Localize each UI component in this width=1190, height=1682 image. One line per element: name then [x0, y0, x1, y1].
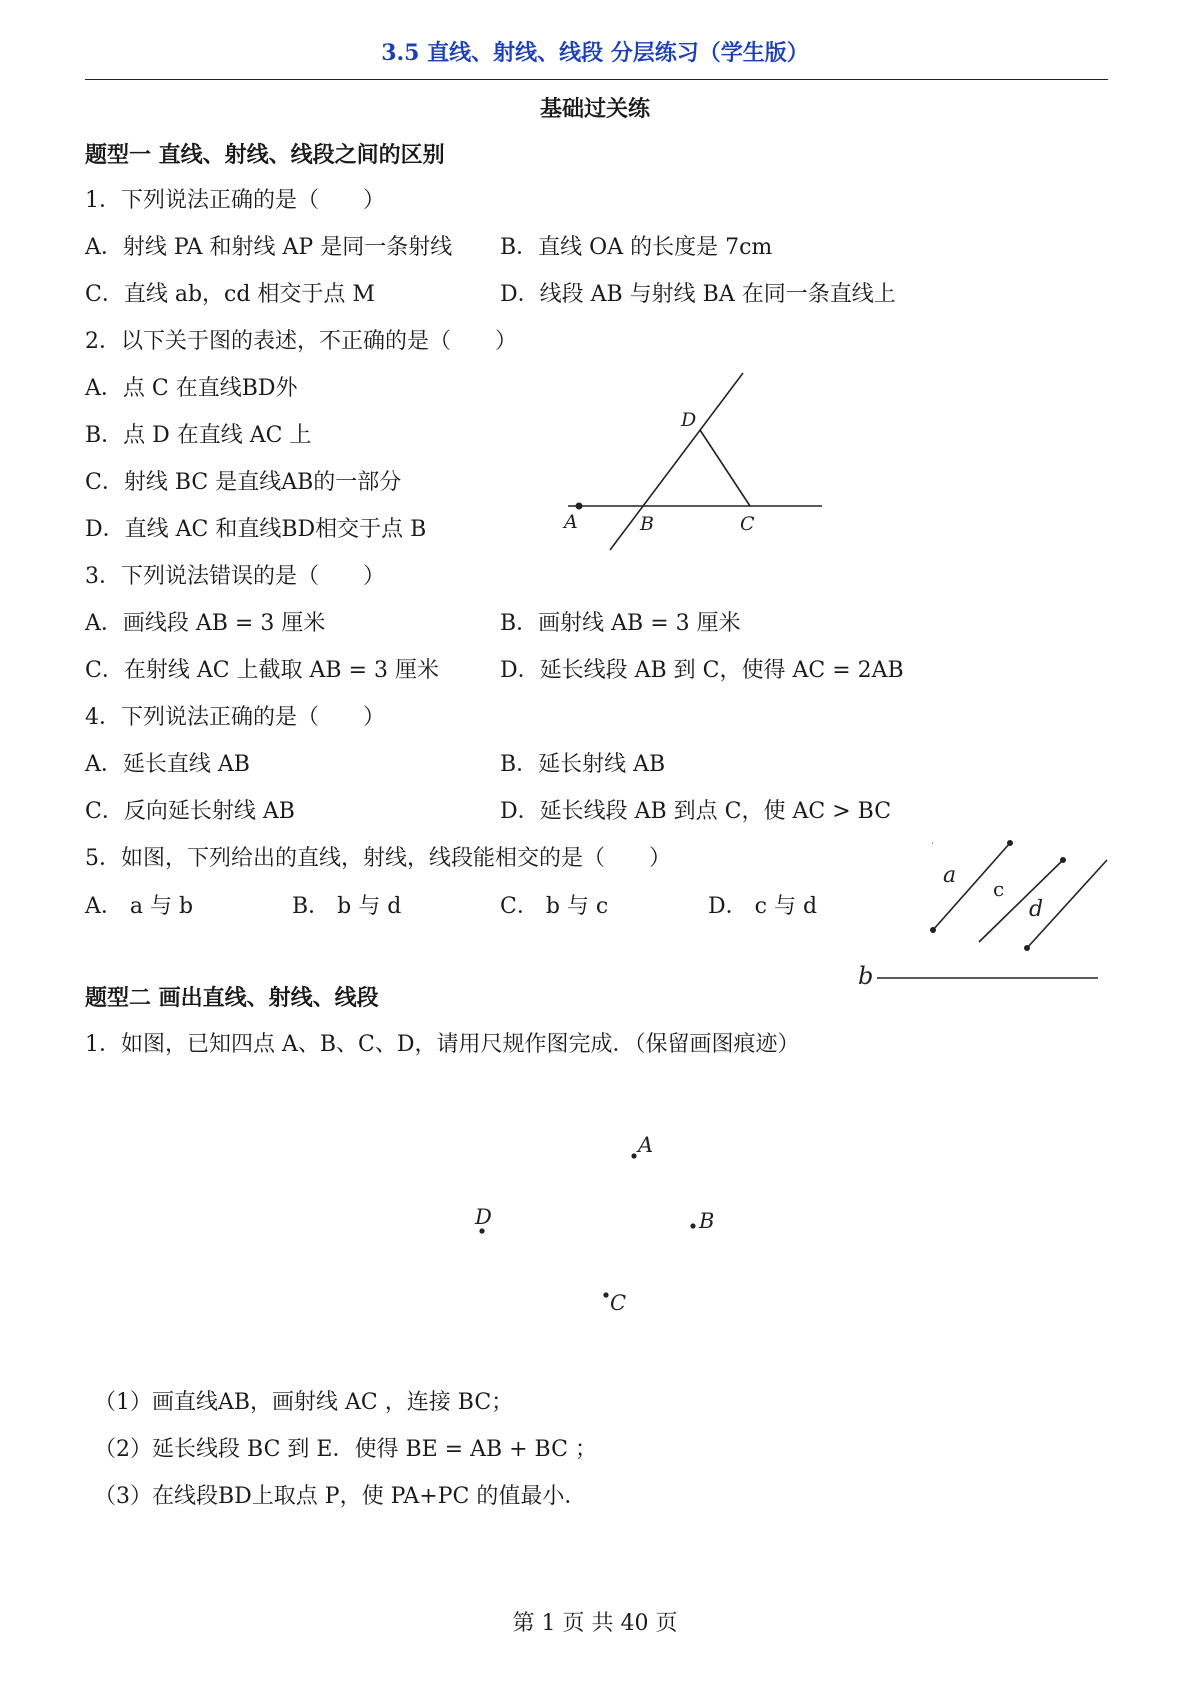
line-bd — [610, 373, 743, 550]
q4-option-a: A．延长直线 AB — [85, 752, 250, 777]
point-d — [479, 1228, 484, 1233]
q5-stem: 5．如图，下列给出的直线，射线，线段能相交的是（ ） — [85, 846, 671, 871]
label-c: c — [993, 877, 1005, 901]
q3-stem: 3．下列说法错误的是（ ） — [85, 564, 385, 589]
label-d: D — [681, 409, 697, 431]
q3-option-a: A．画线段 AB = 3 厘米 — [85, 611, 326, 636]
type2-part-1: （1）画直线AB，画射线 AC ，连接 BC； — [94, 1390, 514, 1415]
label-a: A — [564, 511, 578, 533]
ray-c — [979, 860, 1063, 942]
q2-option-c: C．射线 BC 是直线AB的一部分 — [85, 470, 402, 495]
q1-option-a: A．射线 PA 和射线 AP 是同一条射线 — [85, 235, 453, 260]
q2-figure — [560, 370, 830, 555]
type2-q1-stem: 1．如图，已知四点 A、B、C、D，请用尺规作图完成．（保留画图痕迹） — [85, 1032, 800, 1057]
q5-option-b: B． b 与 d — [292, 894, 402, 919]
q5-figure — [855, 838, 1110, 993]
label-a: a — [943, 863, 957, 888]
point-a — [576, 503, 583, 510]
label-a: A — [638, 1133, 654, 1157]
q1-option-b: B．直线 OA 的长度是 7cm — [500, 235, 773, 260]
q4-option-b: B．延长射线 AB — [500, 752, 666, 777]
point-b — [690, 1223, 695, 1228]
ray-c-end — [1060, 857, 1066, 863]
document-title: 3.5 直线、射线、线段 分层练习（学生版） — [381, 40, 809, 66]
page-footer: 第 1 页 共 40 页 — [512, 1611, 678, 1636]
point-a — [631, 1153, 636, 1158]
label-d: d — [1029, 897, 1044, 922]
header-rule — [85, 79, 1108, 80]
type2-part-2: （2）延长线段 BC 到 E．使得 BE = AB + BC ； — [94, 1437, 597, 1462]
q1-stem: 1．下列说法正确的是（ ） — [85, 188, 385, 213]
type2-part-3: （3）在线段BD上取点 P，使 PA+PC 的值最小． — [94, 1484, 587, 1509]
q5-option-a: A． a 与 b — [85, 894, 194, 919]
label-b: b — [858, 962, 874, 990]
q3-option-c: C．在射线 AC 上截取 AB = 3 厘米 — [85, 658, 439, 683]
q2-stem: 2．以下关于图的表述，不正确的是（ ） — [85, 329, 517, 354]
q4-stem: 4．下列说法正确的是（ ） — [85, 705, 385, 730]
q2-option-a: A．点 C 在直线BD外 — [85, 376, 298, 401]
label-c: C — [740, 513, 755, 535]
q5-option-c: C． b 与 c — [500, 894, 609, 919]
q4-option-c: C．反向延长射线 AB — [85, 799, 295, 824]
type2-heading: 题型二 画出直线、射线、线段 — [85, 985, 379, 1011]
q1-option-c: C．直线 ab，cd 相交于点 M — [85, 282, 375, 307]
segment-a — [932, 844, 935, 848]
type2-figure — [460, 1120, 740, 1320]
ray-d-end — [1024, 945, 1030, 951]
segment-a-end2 — [930, 927, 936, 933]
q1-option-d: D．线段 AB 与射线 BA 在同一条直线上 — [500, 282, 896, 307]
segment-dc — [700, 430, 750, 506]
q5-option-d: D． c 与 d — [708, 894, 818, 919]
q3-option-b: B．画射线 AB = 3 厘米 — [500, 611, 741, 636]
section-heading: 基础过关练 — [539, 96, 650, 122]
label-b: B — [699, 1209, 715, 1233]
q3-option-d: D．延长线段 AB 到 C，使得 AC = 2AB — [500, 658, 904, 683]
label-c: C — [610, 1291, 627, 1315]
q2-option-b: B．点 D 在直线 AC 上 — [85, 423, 312, 448]
type1-heading: 题型一 直线、射线、线段之间的区别 — [85, 142, 445, 168]
point-c — [603, 1292, 608, 1297]
segment-a-end1 — [1007, 840, 1013, 846]
q2-option-d: D．直线 AC 和直线BD相交于点 B — [85, 517, 427, 542]
q4-option-d: D．延长线段 AB 到点 C，使 AC > BC — [500, 799, 892, 824]
label-b: B — [640, 513, 654, 535]
label-d: D — [475, 1205, 492, 1229]
